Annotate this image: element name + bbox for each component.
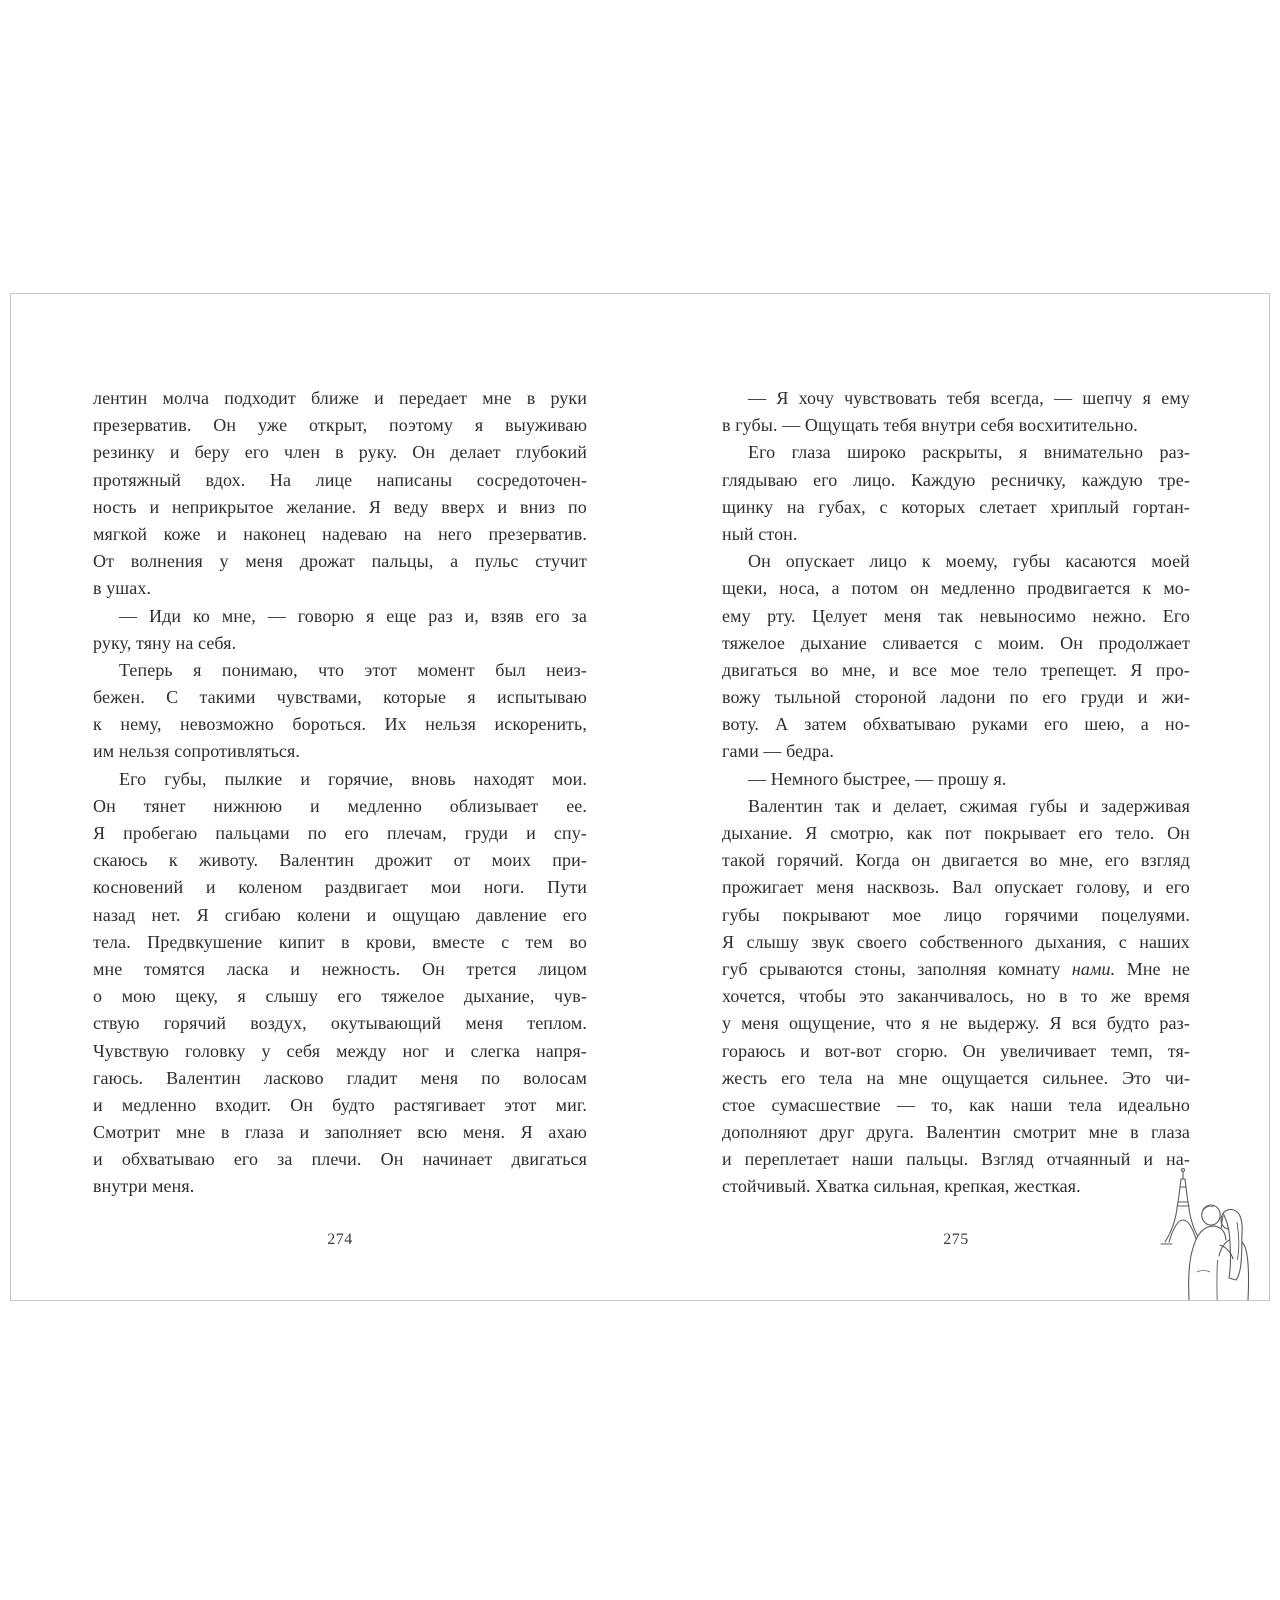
text-line: Смотрит мне в глаза и заполняет всю меня. Я ахаю: [93, 1122, 587, 1143]
text-line: стое сумасшествие — то, как наши тела идеально: [722, 1094, 1190, 1115]
text-line: — Иди ко мне, — говорю я еще раз и, взяв его за: [119, 605, 587, 626]
text-line: в ушах.: [93, 578, 152, 599]
text-line: дополняют друг друга. Валентин смотрит мне в глаза: [722, 1122, 1190, 1143]
text-line: Его губы, пылкие и горячие, вновь находят мои.: [119, 768, 587, 789]
text-line: тяжелое дыхание сливается с моим. Он продолжает: [722, 632, 1190, 653]
text-line: глядываю его лицо. Каждую ресничку, каждую тре-: [722, 469, 1190, 490]
text-line: Его глаза широко раскрыты, я внимательно раз-: [748, 442, 1190, 463]
text-line: и медленно входит. Он будто растягивает этот миг.: [93, 1094, 587, 1115]
text-line: гаюсь. Валентин ласково гладит меня по волосам: [93, 1067, 587, 1088]
text-line: двигаться во мне, и все мое тело трепещет. Я про-: [722, 659, 1190, 680]
text-line: мягкой коже и наконец надеваю на него презерватив.: [93, 523, 587, 544]
paragraph: [722, 793, 1190, 1201]
text-line: ный стон.: [722, 523, 798, 544]
paragraph: [93, 385, 587, 603]
text-line: вожу тыльной стороной ладони по его груди и жи-: [722, 687, 1190, 708]
text-line: мне томятся ласка и нежность. Он трется лицом: [93, 958, 587, 979]
text-line: и переплетает наши пальцы. Взгляд отчаянный и на-: [722, 1149, 1190, 1170]
paragraph: [93, 766, 587, 1201]
text-line: назад нет. Я сгибаю колени и ощущаю давление его: [93, 904, 587, 925]
text-line: — Немного быстрее, — прошу я.: [748, 768, 1007, 789]
paragraph: [722, 385, 1190, 439]
page-number-left: 274: [327, 1230, 353, 1248]
page-right: [722, 385, 1190, 1249]
text-line: стойчивый. Хватка сильная, крепкая, жесткая.: [722, 1176, 1081, 1197]
text-line: им нельзя сопротивляться.: [93, 741, 300, 762]
text-line: Я слышу звук своего собственного дыхания, с наших: [722, 931, 1190, 952]
text-line: Он опускает лицо к моему, губы касаются моей: [748, 551, 1190, 572]
text-line: дыхание. Я смотрю, как пот покрывает его тело. Он: [722, 823, 1190, 843]
text-line: к нему, невозможно бороться. Их нельзя искоренить,: [93, 714, 587, 735]
text-line: резинку и беру его член в руку. Он делает глубокий: [93, 442, 587, 463]
text-line: Он тянет нижнюю и медленно облизывает ее.: [93, 795, 587, 816]
text-line: Чувствую головку у себя между ног и слегка напря-: [93, 1040, 587, 1061]
paragraph: [722, 766, 1190, 793]
text-line: ему рту. Целует меня так невыносимо нежно. Его: [722, 605, 1190, 626]
text-line: прожигает меня насквозь. Вал опускает голову, и его: [722, 877, 1190, 898]
couple-drawing: [1189, 1205, 1249, 1300]
text-line: в губы. — Ощущать тебя внутри себя восхитительно.: [722, 415, 1138, 436]
text-line: щинку на губах, с которых слетает хриплый гортан-: [722, 496, 1190, 517]
text-line: От волнения у меня дрожат пальцы, а пульс стучит: [93, 551, 587, 572]
paragraph: [722, 548, 1190, 766]
eiffel-tower-drawing: [1161, 1169, 1205, 1245]
text-line: протяжный вдох. На лице написаны сосредоточен-: [93, 469, 587, 490]
text-line: ность и неприкрытое желание. Я веду вверх и вниз по: [93, 496, 587, 517]
text-line: внутри меня.: [93, 1176, 195, 1197]
page-number-right: 275: [943, 1230, 969, 1248]
text-line: — Я хочу чувствовать тебя всегда, — шепчу я ему: [748, 388, 1190, 408]
text-line: лентин молча подходит ближе и передает мне в руки: [93, 388, 587, 408]
text-line: Валентин так и делает, сжимая губы и задерживая: [748, 795, 1190, 816]
text-line: щеки, носа, а потом он медленно продвигается к мо-: [722, 578, 1190, 599]
text-line: руку, тяну на себя.: [93, 632, 237, 653]
text-line: губы покрывают мое лицо горячими поцелуями.: [722, 904, 1190, 925]
text-line: Теперь я понимаю, что этот момент был неиз-: [119, 659, 587, 680]
text-line: гами — бедра.: [722, 741, 835, 762]
text-line: губ срываются стоны, заполняя комнату нами. Мне не: [722, 958, 1190, 979]
text-line: Я пробегаю пальцами по его плечам, груди и спу-: [93, 823, 587, 843]
page-left: [93, 385, 587, 1249]
text-line: косновений и коленом раздвигает мои ноги. Пути: [93, 877, 587, 898]
text-line: о мою щеку, я слышу его тяжелое дыхание, чув-: [93, 986, 587, 1007]
text-line: воту. А затем обхватываю руками его шею, а но-: [722, 714, 1190, 735]
page-left-text: [93, 385, 587, 1201]
text-line: бежен. С такими чувствами, которые я испытываю: [93, 687, 587, 708]
text-line: презерватив. Он уже открыт, поэтому я выуживаю: [93, 415, 587, 436]
eiffel-tower-couple-illustration: [1153, 1160, 1253, 1300]
paragraph: [93, 603, 587, 657]
text-line: тела. Предвкушение кипит в крови, вместе с тем во: [93, 931, 587, 952]
text-line: гораюсь и вот-вот сгорю. Он увеличивает темп, тя-: [722, 1040, 1190, 1061]
text-line: хочется, чтобы это заканчивалось, но в то же время: [722, 986, 1190, 1007]
text-line: такой горячий. Когда он двигается во мне, его взгляд: [722, 850, 1190, 871]
text-line: жесть его тела на мне ощущается сильнее. Это чи-: [722, 1067, 1190, 1088]
text-line: и обхватываю его за плечи. Он начинает двигаться: [93, 1149, 587, 1170]
text-line: ствую горячий воздух, окутывающий меня теплом.: [93, 1013, 587, 1034]
paragraph: [93, 657, 587, 766]
paragraph: [722, 439, 1190, 548]
book-spread-frame: [10, 293, 1270, 1301]
page-right-text: [722, 385, 1190, 1201]
text-line: у меня ощущение, что я не выдержу. Я вся будто раз-: [722, 1013, 1190, 1034]
text-line: скаюсь к животу. Валентин дрожит от моих при-: [93, 850, 587, 871]
